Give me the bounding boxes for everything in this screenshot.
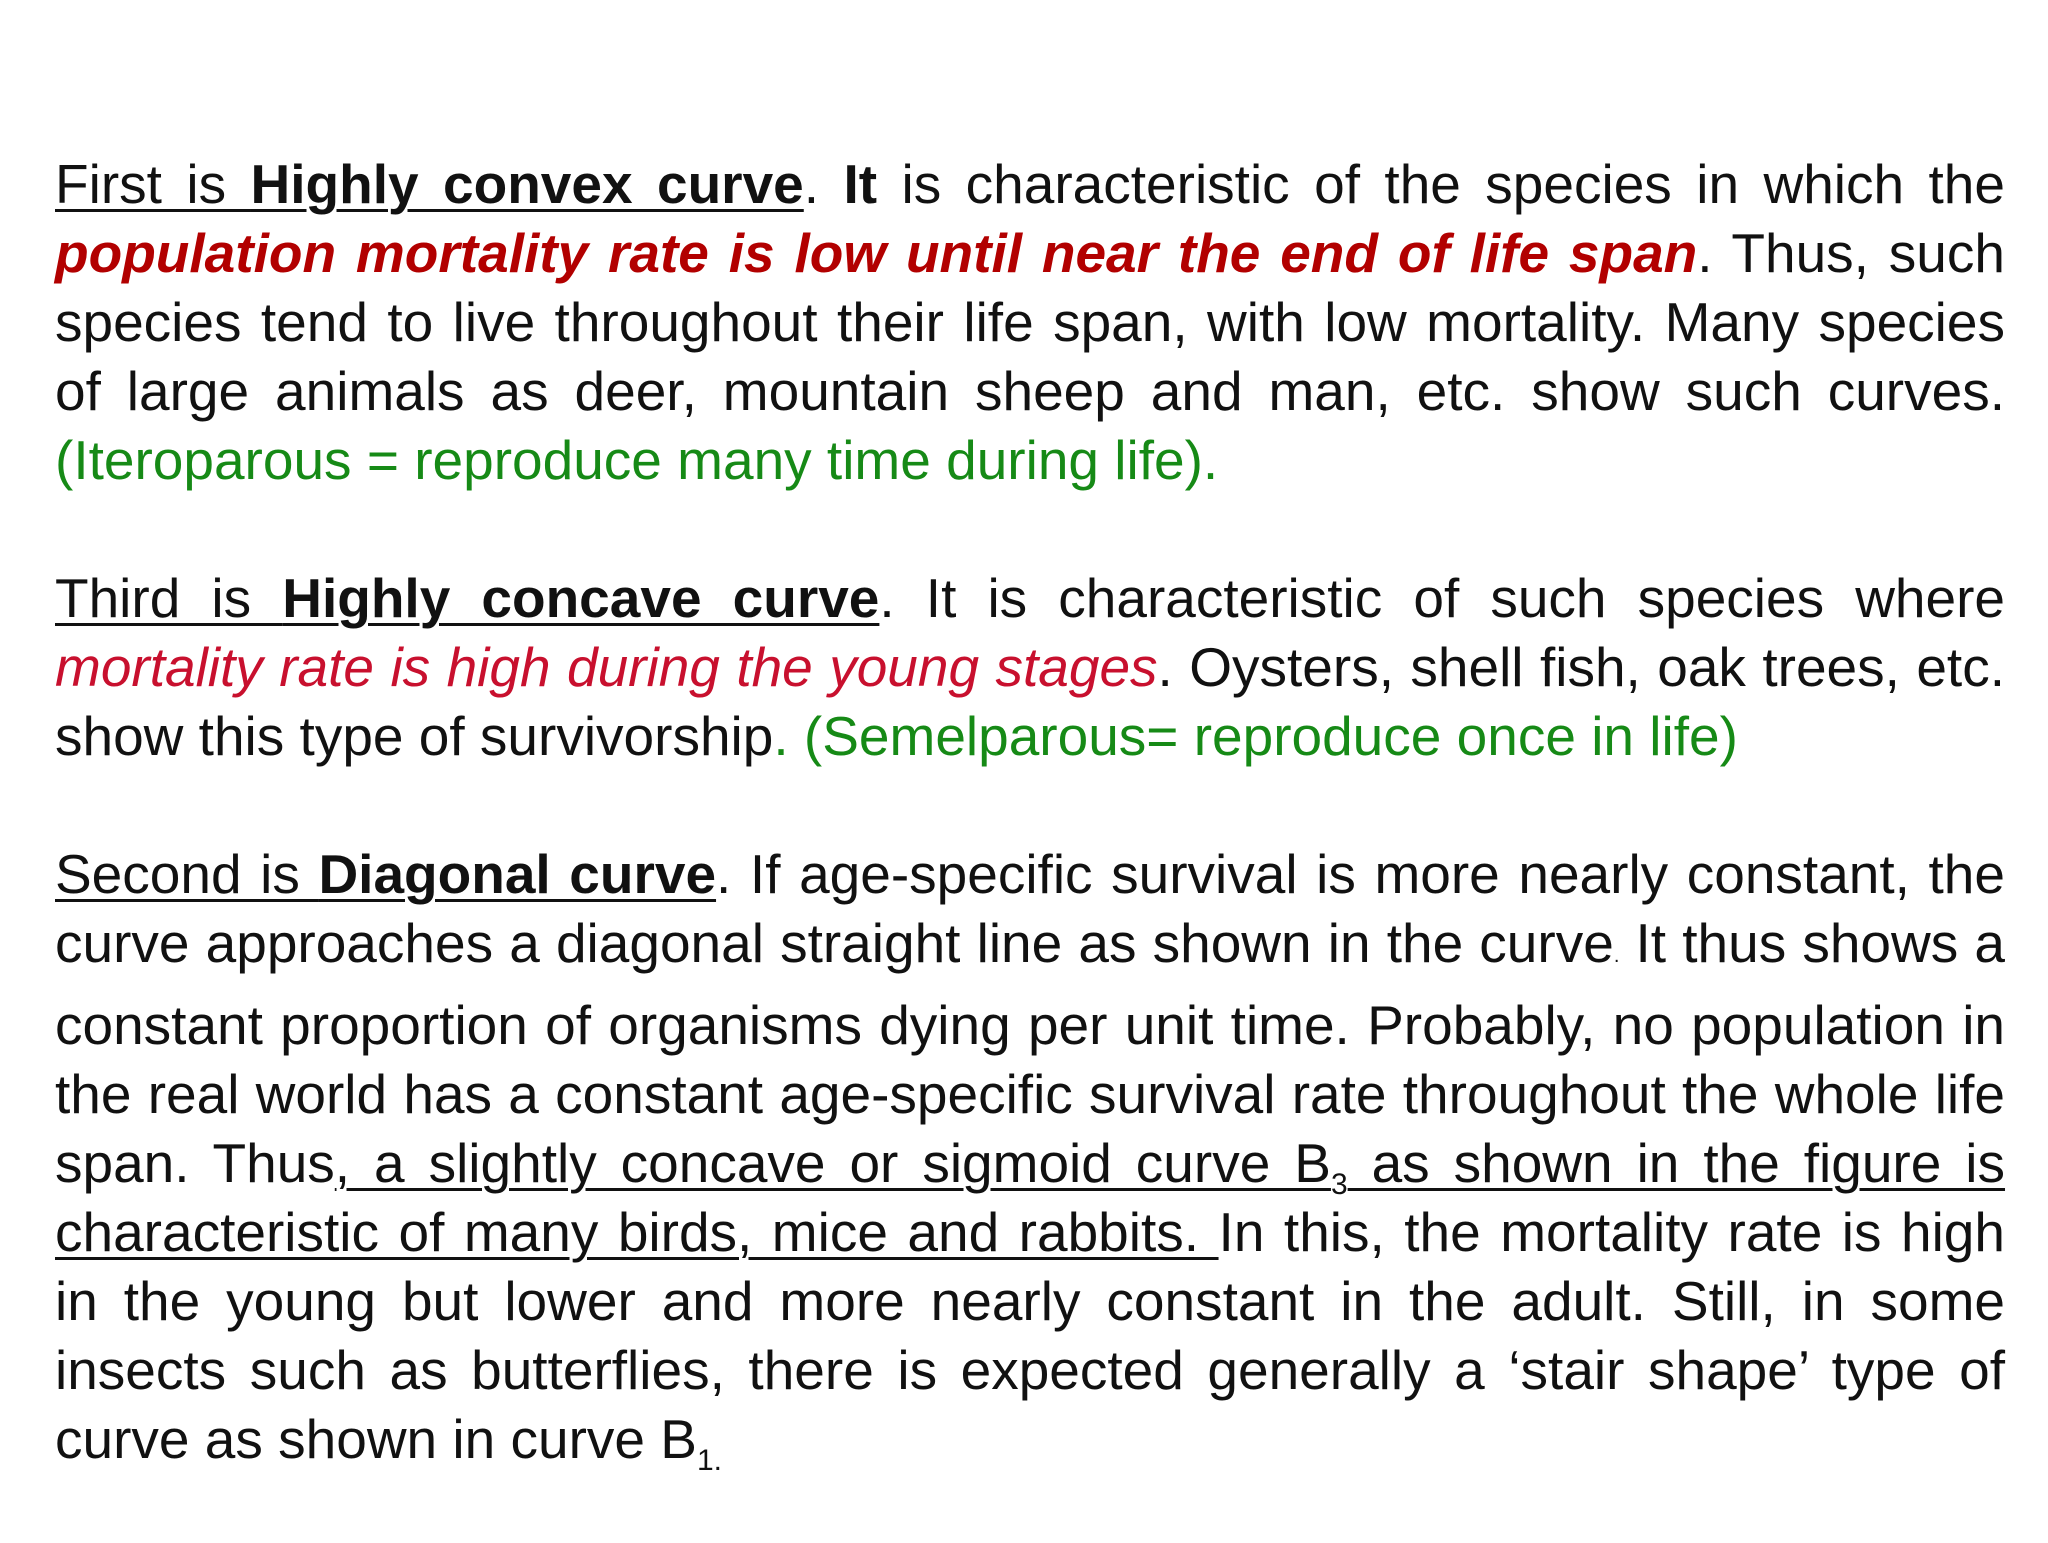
underlined-sigmoid-curve: , a slightly concave or sigmoid curve $B_3$ as shown in the figure is characteristic of many birds, mice and rabbits. [55,1132,2006,1263]
heading-third: Third is Highly concave curve [55,567,880,629]
emphasis-high-young-mortality: mortality rate is high during the young stages [55,636,1158,698]
document-page [55,150,2005,1543]
curve-name-diagonal: Diagonal curve [318,843,717,905]
paragraph-second: Second is Diagonal curve. If age-specific survival is more nearly constant, the curve approaches a diagonal straight line as shown in the curve. It thus shows a constant proportion of organisms dying per unit time. Probably, no population in the real world has a constant age-specific survival rate throughout the whole life span. Thus, a slightly concave or sigmoid curve $B_3$ as shown in the figure is characteristic of many birds, mice and rabbits. In this, the mortality rate is high in the young but lower and more nearly constant in the adult. Still, in some insects such as butterflies, there is expected generally a ‘stair shape’ type of curve as shown in curve $B_{1.}$ [55,843,2006,1477]
curve-name-convex: Highly convex curve [250,153,804,215]
subscript-b1: 1. [696,1444,722,1477]
paragraph-first: First is Highly convex curve. It is characteristic of the species in which the population mortality rate is low until near the end of life span. Thus, such species tend to live throughout their life span, with low mortality. Many species of large animals as deer, mountain sheep and man, etc. show such curves. (Iteroparous = reproduce many time during life). [55,153,2005,491]
emphasis-low-mortality: population mortality rate is low until near the end of life span [55,222,1698,284]
paragraph-third: Third is Highly concave curve. It is characteristic of such species where mortality rate is high during the young stages. Oysters, shell fish, oak trees, etc. show this type of survivorship. (Semelparous= reproduce once in life) [55,567,2005,767]
curve-name-concave: Highly concave curve [282,567,880,629]
subscript-b3: 3 [1330,1168,1348,1201]
heading-second: Second is Diagonal curve [55,843,717,905]
note-iteroparous: (Iteroparous = reproduce many time during life). [55,429,1219,491]
note-semelparous: . (Semelparous= reproduce once in life) [773,705,1738,767]
heading-first: First is Highly convex curve [55,153,804,215]
